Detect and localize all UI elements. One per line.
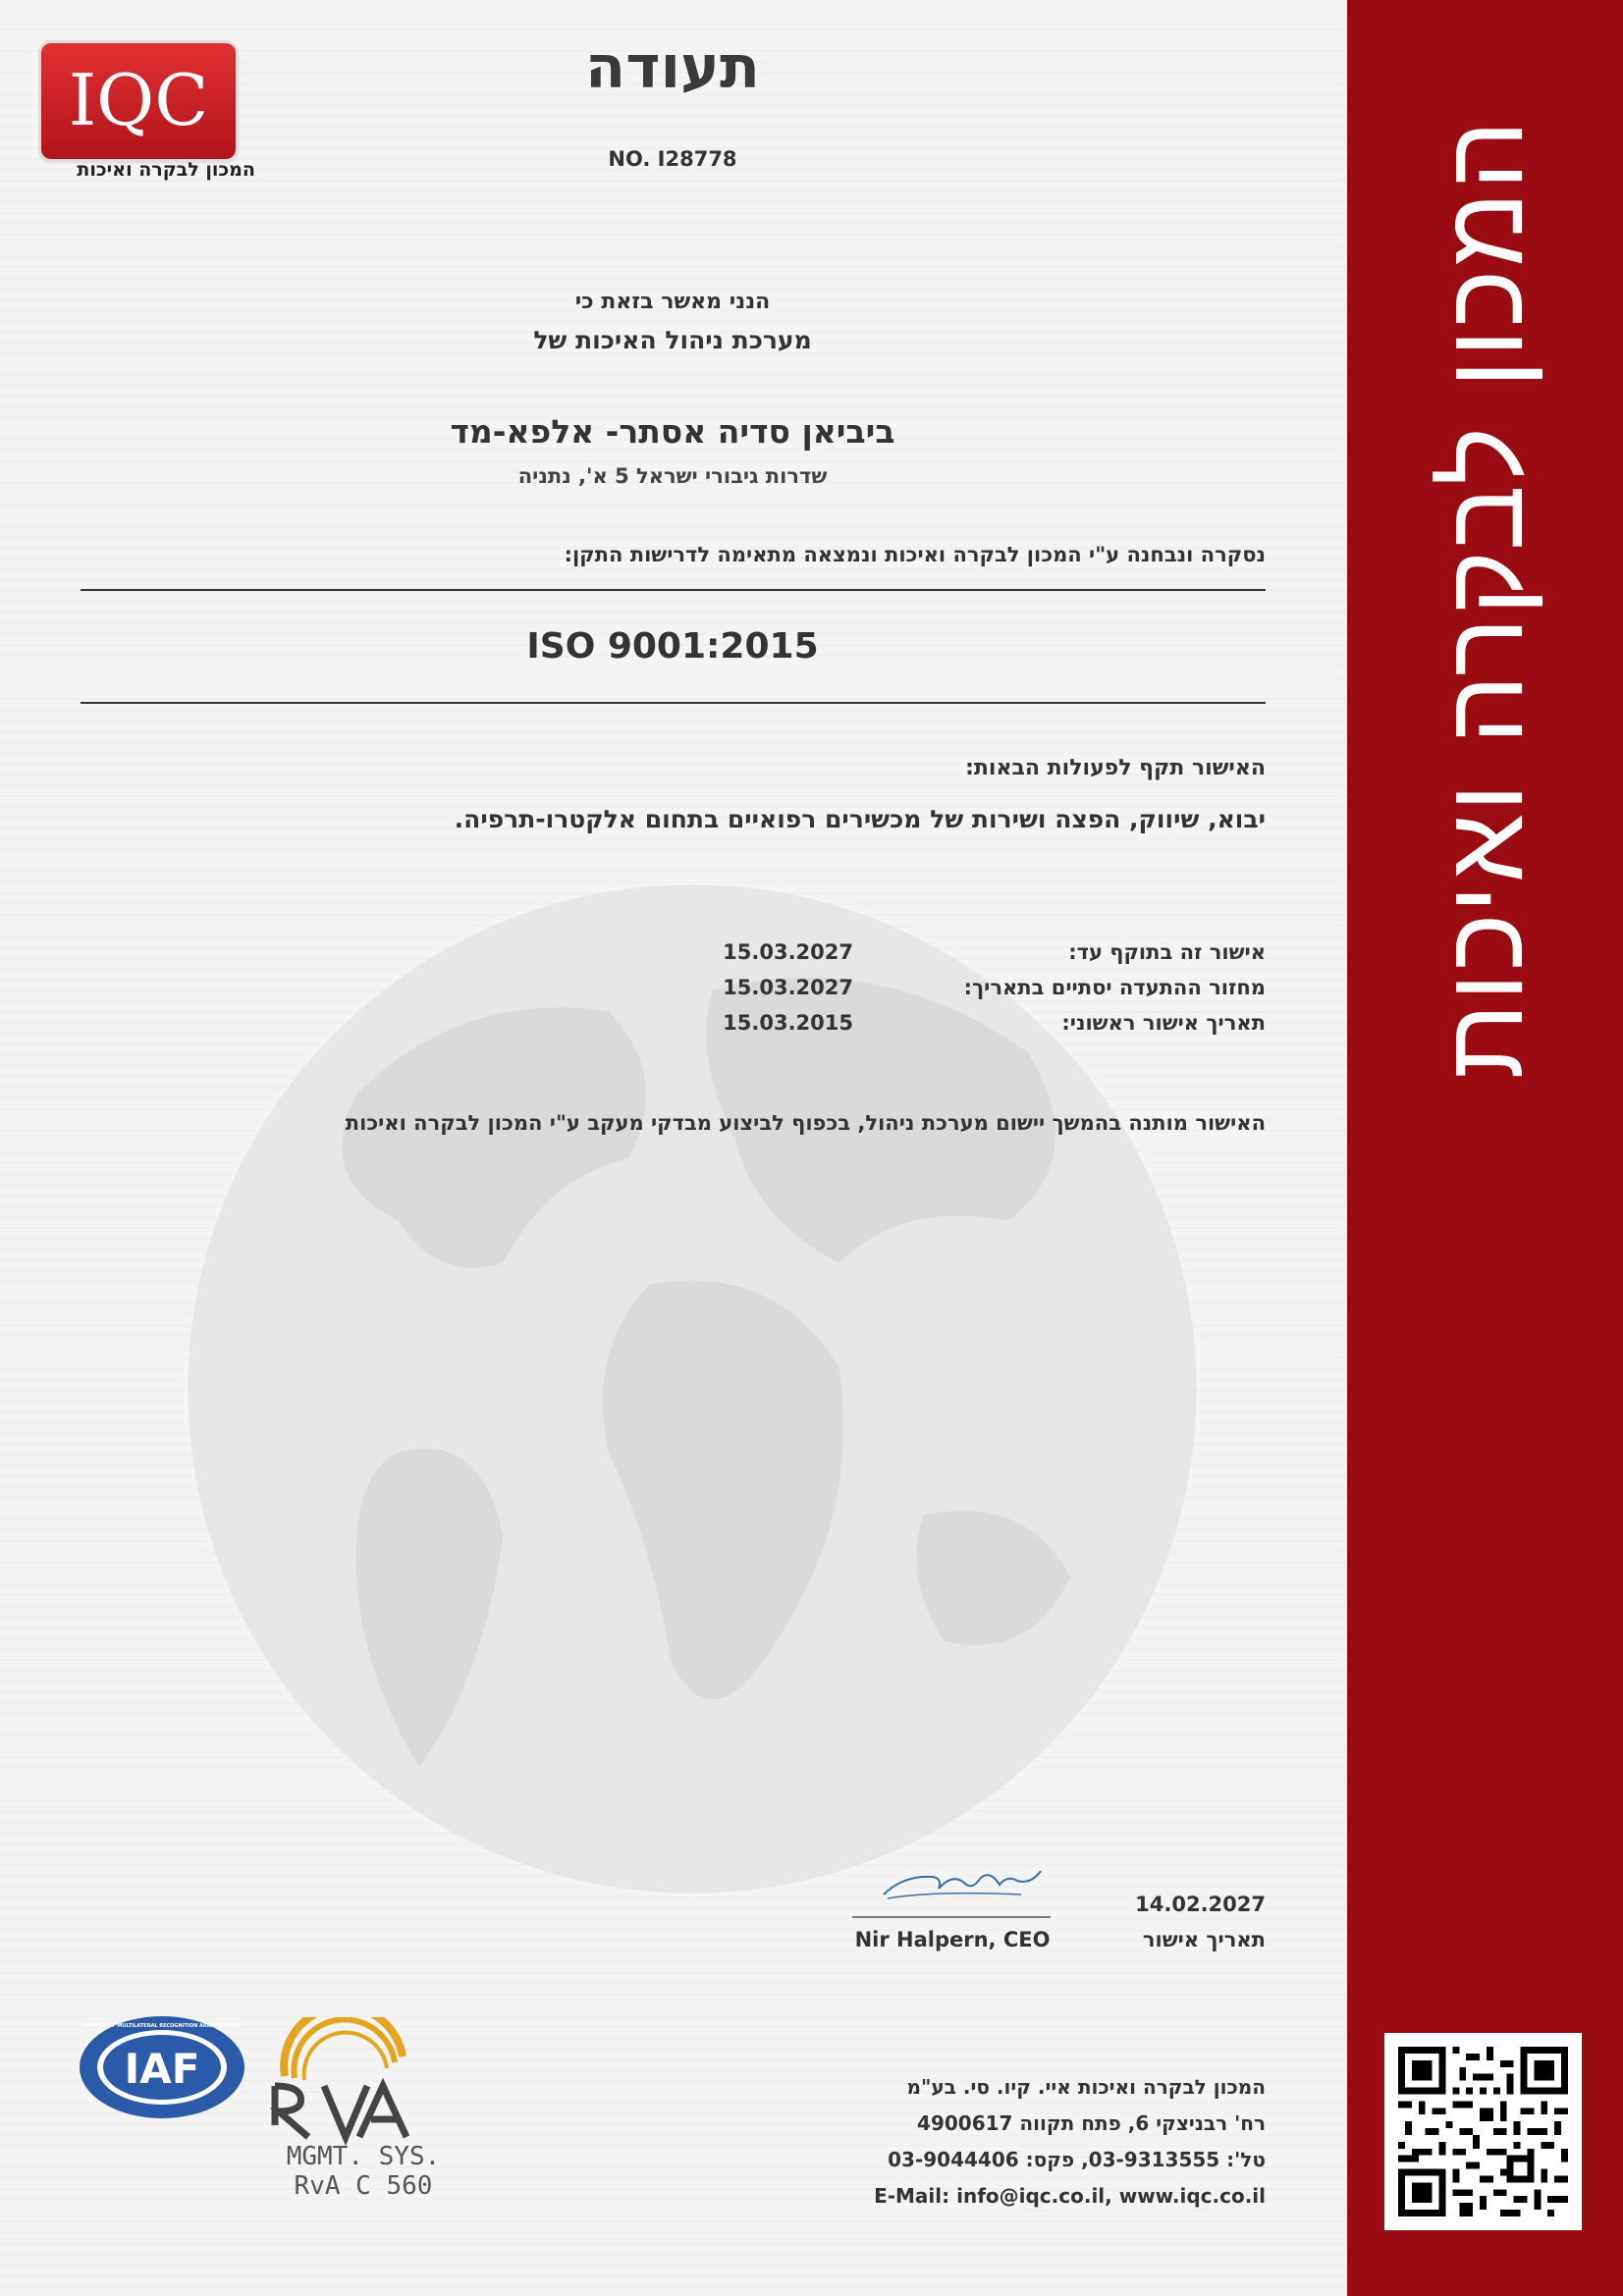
standard-name: ISO 9001:2015 bbox=[526, 626, 819, 667]
valid-until-value: 15.03.2027 bbox=[723, 940, 853, 964]
initial-approval-label: תאריך אישור ראשוני: bbox=[1061, 1011, 1266, 1035]
scope-text: יבוא, שיווק, הפצה ושירות של מכשירים רפואיים בתחום אלקטרו-תרפיה. bbox=[454, 805, 1266, 833]
iqc-logo bbox=[41, 43, 236, 159]
logo-text: IQC bbox=[68, 59, 209, 141]
iaf-badge bbox=[79, 2014, 245, 2120]
cycle-end-value: 15.03.2027 bbox=[723, 976, 853, 999]
company-name: ביביאן סדיה אסתר- אלפא-מד bbox=[450, 412, 895, 451]
scope-heading: האישור תקף לפעולות הבאות: bbox=[965, 756, 1266, 780]
iaf-text: IAF bbox=[124, 2045, 200, 2093]
certificate-title: תעודה bbox=[584, 33, 761, 102]
rva-line2: RvA C 560 bbox=[294, 2171, 433, 2199]
hereby-text: הנני מאשר בזאת כי bbox=[574, 290, 771, 314]
signatory-name: Nir Halpern, CEO bbox=[854, 1928, 1051, 1951]
certificate-number: NO. I28778 bbox=[608, 147, 737, 171]
signature-line bbox=[852, 1916, 1051, 1918]
rva-line1: MGMT. SYS. bbox=[286, 2142, 441, 2171]
logo-subtitle: המכון לבקרה ואיכות bbox=[77, 159, 255, 181]
valid-until-label: אישור זה בתוקף עד: bbox=[1068, 940, 1266, 964]
condition-statement: האישור מותנה בהמשך יישום מערכת ניהול, בכפוף לביצוע מבדקי מעקב ע"י המכון לבקרה ואיכות bbox=[345, 1111, 1266, 1135]
iaf-ring-text: MEMBER OF MULTILATERAL RECOGNITION ARRANGEMENT bbox=[81, 2023, 243, 2029]
footer-contact[interactable]: E-Mail: info@iqc.co.il, www.iqc.co.il bbox=[874, 2184, 1266, 2208]
sidebar-vertical-title: המכון לבקרה ואיכות bbox=[1421, 118, 1548, 1080]
approval-date: 14.02.2027 bbox=[1135, 1893, 1266, 1916]
qr-code[interactable] bbox=[1384, 2033, 1582, 2230]
qr-pattern bbox=[1398, 2047, 1568, 2216]
footer-company: המכון לבקרה ואיכות איי. קיו. סי. בע"מ bbox=[906, 2075, 1266, 2099]
footer-address: רח' רבניצקי 6, פתח תקווה 4900617 bbox=[917, 2111, 1266, 2135]
signature-image bbox=[874, 1855, 1051, 1914]
rva-badge bbox=[265, 2017, 461, 2199]
cycle-end-label: מחזור ההתעדה יסתיים בתאריך: bbox=[963, 976, 1266, 999]
company-address: שדרות גיבורי ישראל 5 א', נתניה bbox=[517, 464, 828, 488]
approval-date-label: תאריך אישור bbox=[1142, 1928, 1266, 1951]
divider-top bbox=[81, 589, 1266, 591]
initial-approval-value: 15.03.2015 bbox=[723, 1011, 853, 1035]
footer-phones: טל': 03-9313555, פקס: 03-9044406 bbox=[888, 2148, 1266, 2171]
qms-of-text: מערכת ניהול האיכות של bbox=[533, 326, 812, 354]
divider-bottom bbox=[81, 702, 1266, 704]
audited-statement: נסקרה ונבחנה ע"י המכון לבקרה ואיכות ונמצאה מתאימה לדרישות התקן: bbox=[564, 543, 1266, 566]
